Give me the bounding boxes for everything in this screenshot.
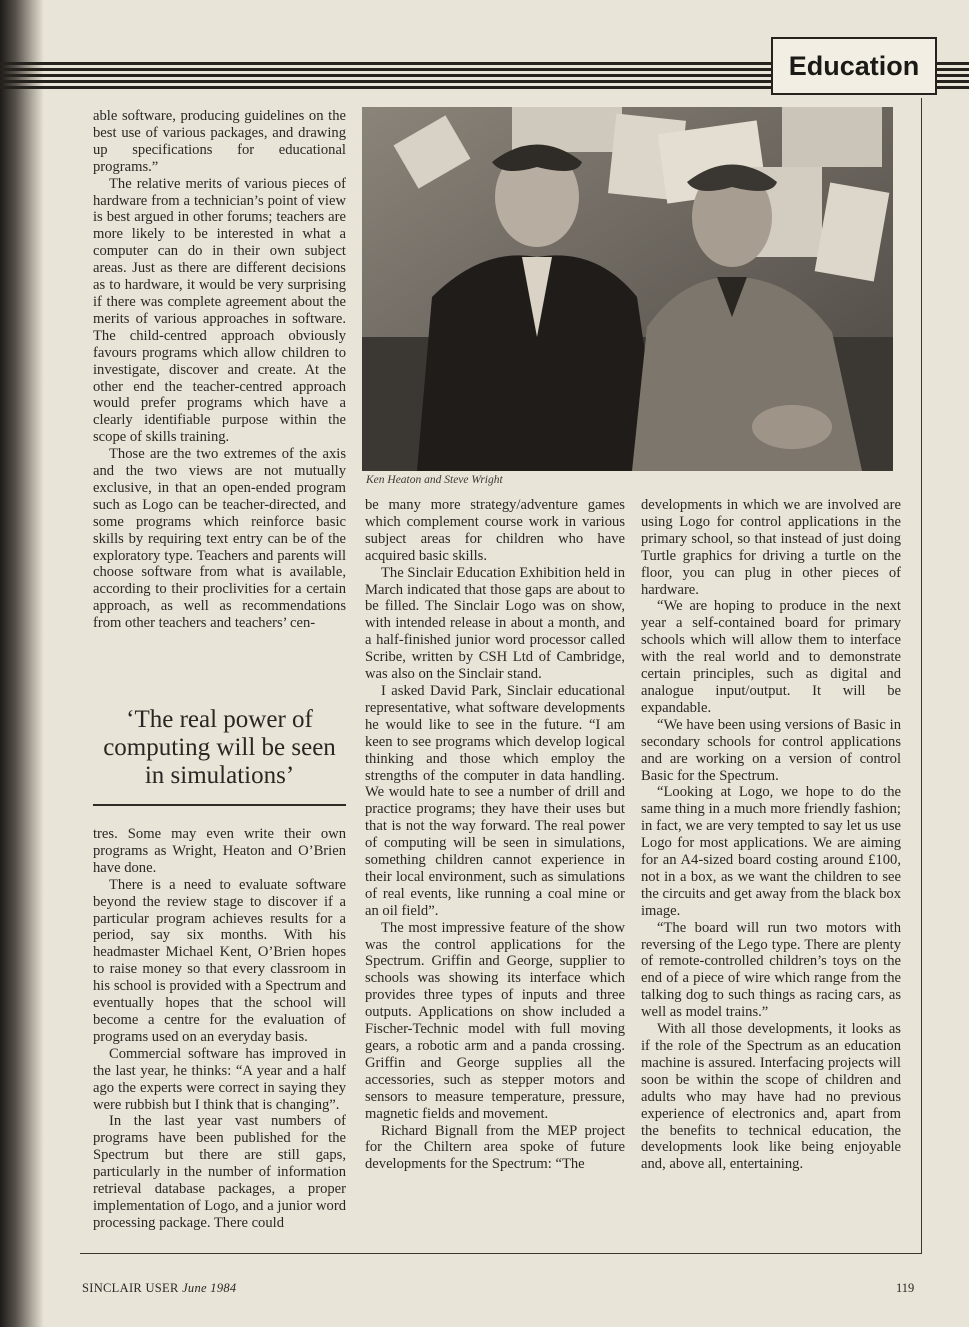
paragraph: tres. Some may even write their own programs as Wright, Heaton and O’Brien have done. xyxy=(93,826,346,876)
paragraph: I asked David Park, Sinclair educational representative, what software developments he would like to see in the future. “I am keen to see programs which develop logical thinking and those which employ the strengths of the computer in data handling. We would hate to see a number of drill and practice programs; they have their uses but that is not the way forward. The real power of computing will be seen in simulations, something children cannot experience in their local environment, such as simulations of real events, like running a coal mine or an oil field”. xyxy=(365,682,625,919)
binding-shadow xyxy=(0,0,44,1327)
paragraph: There is a need to evaluate software beyond the review stage to discover if a particular program achieves results for a period, say six months. With his headmaster Michael Kent, O’Brien hopes to raise money so that every classroom in his school is provided with a Spectrum and eventually hopes that the school will become a centre for the evaluation of programs used on an everyday basis. xyxy=(93,876,346,1045)
paragraph: “The board will run two motors with reversing of the Lego type. There are plenty of remote-controlled children’s toys on the end of a piece of wire which range from the talking dog to such things as racing cars, as well as model trains.” xyxy=(641,919,901,1021)
column-1-bottom xyxy=(93,826,346,1232)
footer-magazine-issue xyxy=(82,1281,236,1296)
paragraph: The relative merits of various pieces of hardware from a technician’s point of view is best argued in other forums; teachers are more likely to be interested in what a computer can do in their own subject areas. Just as there are different decisions as to hardware, it would be very surprising if there was complete agreement about the merits of various approaches in software. The child-centred approach obviously favours programs which allow children to investigate, discover and create. At the other end the teacher-centred approach would prefer programs which have a clearly identifiable purpose within the scope of skills training. xyxy=(93,175,346,446)
paragraph: “Looking at Logo, we hope to do the same thing in a much more friendly fashion; in fact, we are very tempted to say let us use Logo for most applications. We are aiming for an A4-sized board costing around £100, not in a box, as we want the children to see the circuits and get away from the black box image. xyxy=(641,784,901,919)
magazine-name: SINCLAIR USER xyxy=(82,1281,179,1295)
paragraph: “We have been using versions of Basic in secondary schools for control applications and are working on a version of control Basic for the Spectrum. xyxy=(641,716,901,784)
paragraph: The Sinclair Education Exhibition held in March indicated that those gaps are about to be filled. The Sinclair Logo was on show, with intended release in about a month, and a half-finished junior word processor called Scribe, written by CSH Ltd of Cambridge, was also on the Sinclair stand. xyxy=(365,564,625,683)
paragraph: able software, producing guidelines on the best use of various packages, and drawing up specifications for educational programs.” xyxy=(93,108,346,175)
photo-ken-heaton-steve-wright xyxy=(362,107,893,471)
issue-date: June 1984 xyxy=(182,1281,237,1295)
paragraph: be many more strategy/adventure games which complement course work in various subject areas for children who have acquired basic skills. xyxy=(365,497,625,564)
photo-caption: Ken Heaton and Steve Wright xyxy=(366,474,503,486)
paragraph: In the last year vast numbers of programs have been published for the Spectrum but there are still gaps, particularly in the number of information retrieval database packages, a proper implementation of Logo, and a junior word processing package. There could xyxy=(93,1113,346,1231)
paragraph: With all those developments, it looks as if the role of the Spectrum as an education machine is assured. Interfacing projects will soon be within the scope of children and adults who may have had no previous experience of electronics and, apart from the benefits to technical education, the developments look like being enjoyable and, above all, entertaining. xyxy=(641,1021,901,1173)
column-1-top xyxy=(93,108,346,632)
paragraph: Richard Bignall from the MEP project for the Chiltern area spoke of future developments for the Spectrum: “The xyxy=(365,1122,625,1173)
section-header-box xyxy=(771,37,937,95)
paragraph: The most impressive feature of the show was the control applications for the Spectrum. Griffin and George, supplier to schools was showing its interface which provides three types of inputs and three outputs. Applications on show included a Fischer-Technic model with full moving gears, a robotic arm and a panda crossing. Griffin and George supplies all the accessories, such as stepper motors and sensors to measure temperature, pressure, magnetic fields and movement. xyxy=(365,919,625,1122)
page-number: 119 xyxy=(896,1281,915,1295)
column-2 xyxy=(365,497,625,1173)
pull-quote-box xyxy=(93,692,346,806)
paragraph: developments in which we are involved are using Logo for control applications in the primary school, so that instead of just doing Turtle graphics for driving a turtle on the floor, you can plug in other pieces of hardware. xyxy=(641,497,901,598)
column-3 xyxy=(641,497,901,1173)
paragraph: Those are the two extremes of the axis and the two views are not mutually exclusive, in that an open-ended program such as Logo can be teacher-directed, and some programs which reinforce basic skills by requiring text entry can be of the exploratory type. Teachers and parents will choose software from what is available, according to their proclivities for a certain approach, as well as recommendations from other teachers and teachers’ cen- xyxy=(93,446,346,632)
pull-quote: ‘The real power of computing will be seen in simulations’ xyxy=(103,706,336,789)
paragraph: “We are hoping to produce in the next year a self-contained board for primary schools which will allow them to interface with the real world and to demonstrate certain principles, such as digital and analogue input/output. It will be expandable. xyxy=(641,598,901,716)
section-label: Education xyxy=(788,50,920,81)
paragraph: Commercial software has improved in the last year, he thinks: “A year and a half ago the experts were correct in saying they were rubbish but I think that is changing”. xyxy=(93,1045,346,1113)
